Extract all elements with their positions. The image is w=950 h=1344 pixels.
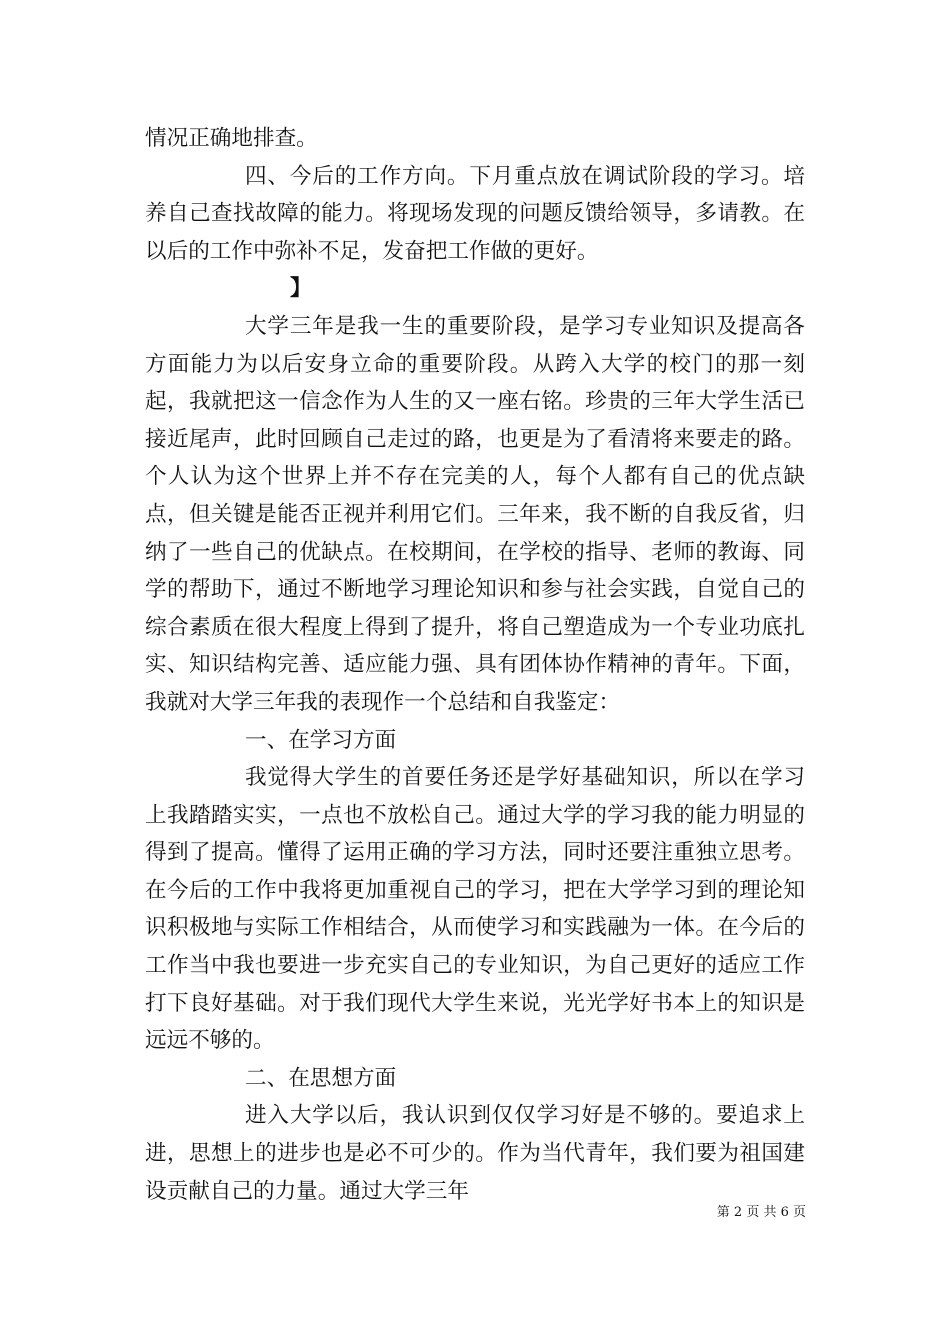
page-number: 第 2 页 共 6 页 <box>716 1205 806 1220</box>
section-heading-study: 一、在学习方面 <box>245 727 397 753</box>
paragraph-continuation: 情况正确地排查。 <box>145 126 318 151</box>
paragraph-work-direction: 四、今后的工作方向。下月重点放在调试阶段的学习。培养自己查找故障的能力。将现场发现的问题反馈给领导，多请教。在以后的工作中弥补不足，发奋把工作做的更好。 <box>145 163 805 264</box>
paragraph-thought: 进入大学以后，我认识到仅仅学习好是不够的。要追求上进，思想上的进步也是必不可少的。作为当代青年，我们要为祖国建设贡献自己的力量。通过大学三年 <box>145 1103 805 1204</box>
section-heading-thought: 二、在思想方面 <box>245 1065 397 1091</box>
paragraph-study: 我觉得大学生的首要任务还是学好基础知识，所以在学习上我踏踏实实，一点也不放松自己。通过大学的学习我的能力明显的得到了提高。懂得了运用正确的学习方法，同时还要注重独立思考。在今后的工作中我将更加重视自己的学习，把在大学学习到的理论知识积极地与实际工作相结合，从而使学习和实践融为一体。在今后的工作当中我也要进一步充实自己的专业知识，为自己更好的适应工作打下良好基础。对于我们现代大学生来说，光光学好书本上的知识是远远不够的。 <box>145 765 805 1054</box>
document-body <box>145 120 805 1210</box>
bracket-mark: 】 <box>290 276 312 302</box>
paragraph-university-intro: 大学三年是我一生的重要阶段，是学习专业知识及提高各方面能力为以后安身立命的重要阶段。从跨入大学的校门的那一刻起，我就把这一信念作为人生的又一座右铭。珍贵的三年大学生活已接近尾声，此时回顾自己走过的路，也更是为了看清将来要走的路。个人认为这个世界上并不存在完美的人，每个人都有自己的优点缺点，但关键是能否正视并利用它们。三年来，我不断的自我反省，归纳了一些自己的优缺点。在校期间，在学校的指导、老师的教诲、同学的帮助下，通过不断地学习理论知识和参与社会实践，自觉自己的综合素质在很大程度上得到了提升，将自己塑造成为一个专业功底扎实、知识结构完善、适应能力强、具有团体协作精神的青年。下面，我就对大学三年我的表现作一个总结和自我鉴定： <box>145 313 805 715</box>
